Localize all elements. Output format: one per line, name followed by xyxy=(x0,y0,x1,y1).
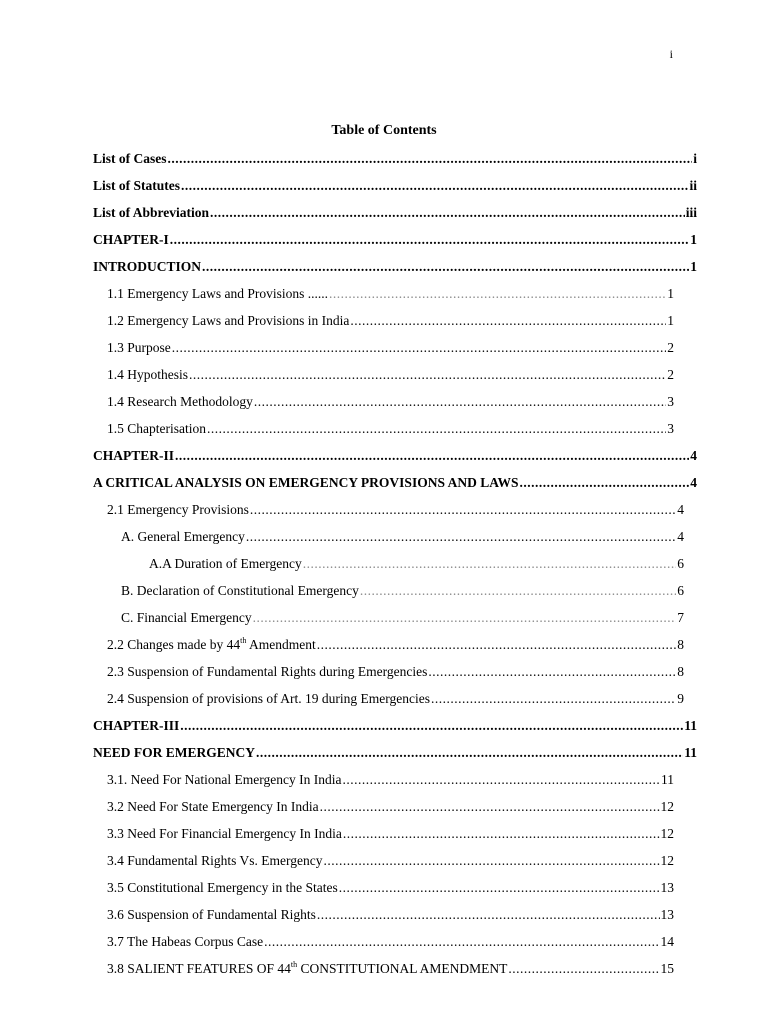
toc-entry: 1.1 Emergency Laws and Provisions ...... ..... 1 xyxy=(107,285,674,303)
toc-entry: 2.2 Changes made by 44th Amendment ..... 8 xyxy=(107,636,684,654)
toc-entry: 2.1 Emergency Provisions ..... 4 xyxy=(107,501,684,519)
toc-entry: B. Declaration of Constitutional Emergency ..... 6 xyxy=(121,582,684,600)
toc-entry: List of Abbreviation ..... iii xyxy=(93,204,697,222)
toc-entry: 2.4 Suspension of provisions of Art. 19 during Emergencies ..... 9 xyxy=(107,690,684,708)
toc-entry: List of Cases ..... i xyxy=(93,150,697,168)
toc-entry: A CRITICAL ANALYSIS ON EMERGENCY PROVISIONS AND LAWS ..... 4 xyxy=(93,474,697,492)
toc-entry: 3.1. Need For National Emergency In India ..... 11 xyxy=(107,771,674,789)
toc-entry: 3.4 Fundamental Rights Vs. Emergency ..... 12 xyxy=(107,852,674,870)
toc-entry: 3.6 Suspension of Fundamental Rights ..... 13 xyxy=(107,906,674,924)
toc-entry: 2.3 Suspension of Fundamental Rights during Emergencies ..... 8 xyxy=(107,663,684,681)
toc-entry: INTRODUCTION ..... 1 xyxy=(93,258,697,276)
toc-entry: 1.5 Chapterisation ..... 3 xyxy=(107,420,674,438)
toc-entry: CHAPTER-I ..... 1 xyxy=(93,231,697,249)
toc-entry: 1.2 Emergency Laws and Provisions in India ..... 1 xyxy=(107,312,674,330)
toc-entry: 1.4 Research Methodology ..... 3 xyxy=(107,393,674,411)
toc-entry: A.A Duration of Emergency ..... 6 xyxy=(149,555,684,573)
toc-entry: CHAPTER-II ..... 4 xyxy=(93,447,697,465)
toc-entry: CHAPTER-III ..... 11 xyxy=(93,717,697,735)
page-number: i xyxy=(669,47,673,61)
toc-entry: NEED FOR EMERGENCY ..... 11 xyxy=(93,744,697,762)
toc-entry: A. General Emergency ..... 4 xyxy=(121,528,684,546)
toc-entry: 3.8 SALIENT FEATURES OF 44th CONSTITUTIONAL AMENDMENT ..... 15 xyxy=(107,960,674,978)
toc-entry: 3.5 Constitutional Emergency in the States ..... 13 xyxy=(107,879,674,897)
toc-entry: 3.7 The Habeas Corpus Case ..... 14 xyxy=(107,933,674,951)
toc-entry: 1.3 Purpose ..... 2 xyxy=(107,339,674,357)
toc-entry: 1.4 Hypothesis ..... 2 xyxy=(107,366,674,384)
toc-entry: List of Statutes ..... ii xyxy=(93,177,697,195)
toc-entry: 3.2 Need For State Emergency In India ..... 12 xyxy=(107,798,674,816)
toc-title: Table of Contents xyxy=(331,123,437,138)
toc-entry: C. Financial Emergency ..... 7 xyxy=(121,609,684,627)
toc-entry: 3.3 Need For Financial Emergency In India ..... 12 xyxy=(107,825,674,843)
